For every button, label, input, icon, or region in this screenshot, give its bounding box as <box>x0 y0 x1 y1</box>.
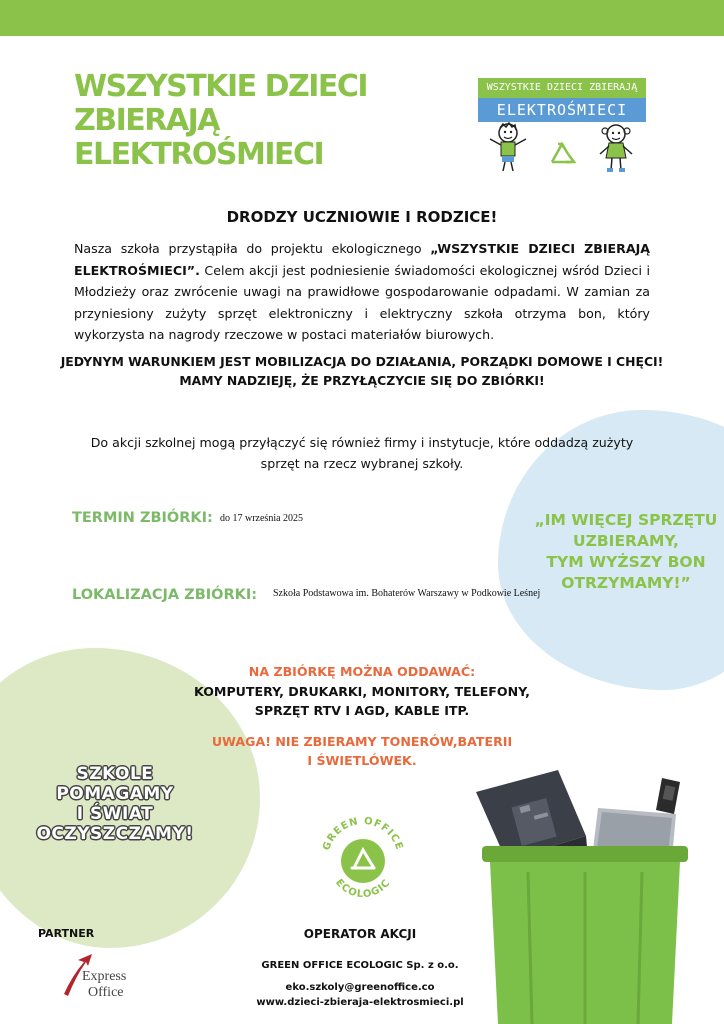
help-line-1: SZKOLE <box>76 764 154 784</box>
slogan <box>528 510 724 594</box>
recycle-icon <box>341 839 385 883</box>
kids-recycling-illustration <box>478 122 646 174</box>
green-office-ecologic-logo <box>316 812 410 906</box>
accepted-items-line-1: KOMPUTERY, DRUKARKI, MONITORY, TELEFONY, <box>194 684 530 699</box>
title-line-3: ELEKTROŚMIECI <box>74 137 324 172</box>
intro-part-1: Nasza szkoła przystąpiła do projektu ekologicznego <box>74 241 431 256</box>
greeting-heading: DRODZY UCZNIOWIE I RODZICE! <box>226 208 498 226</box>
intro-paragraph <box>74 238 650 346</box>
operator-email[interactable]: eko.szkoly@greenoffice.co <box>285 982 435 993</box>
accepted-items-title: NA ZBIÓRKĘ MOŻNA ODDAWAĆ: <box>248 664 476 679</box>
condition-line-2: MAMY NADZIEJĘ, ŻE PRZYŁĄCZYCIE SIĘ DO ZBIÓRKI! <box>179 373 545 388</box>
condition-text <box>0 352 724 390</box>
slogan-line-4: OTRZYMAMY!” <box>561 574 691 592</box>
express-office-logo <box>58 950 158 1002</box>
title-line-2: ZBIERAJĄ <box>74 103 219 138</box>
help-motto <box>20 764 210 844</box>
green-office-logo-bottom: ECOLOGIC <box>333 877 393 901</box>
slogan-line-3: TYM WYŻSZY BON <box>546 553 706 571</box>
help-line-4: OCZYSZCZAMY! <box>36 824 194 844</box>
green-office-logo-top: GREEN OFFICE <box>321 815 405 852</box>
green-bin-image <box>482 846 688 1024</box>
location-value: Szkoła Podstawowa im. Bohaterów Warszawy w Podkowie Leśnej <box>273 588 541 599</box>
campaign-logo <box>478 78 646 172</box>
warning-line-2: I ŚWIETLÓWEK. <box>307 753 417 768</box>
operator-company: GREEN OFFICE ECOLOGIC Sp. z o.o. <box>261 960 459 971</box>
top-bar <box>0 0 724 36</box>
title-line-1: WSZYSTKIE DZIECI <box>74 69 368 104</box>
recycling-bin-with-electronics <box>468 762 698 1024</box>
intro-part-2: Celem akcji jest podniesienie świadomości ekologicznej wśród Dzieci i Młodzieży oraz zwrócenie uwagi na prawidłowe gospodarowanie odpadami. W zamian za przyniesiony zużyty sprzęt elektroniczny i elektryczny szkoła otrzyma bon, który wykorzysta na nagrody rzeczowe w postaci materiałów biurowych. <box>74 262 650 342</box>
operator-contact <box>220 980 500 1010</box>
project-name: „WSZYSTKIE DZIECI ZBIERAJĄ ELEKTROŚMIECI”. <box>74 241 650 278</box>
warning-line-1: UWAGA! NIE ZBIERAMY TONERÓW,BATERII <box>211 734 513 749</box>
partner-label: PARTNER <box>38 927 95 940</box>
express-office-logo-word-2: Office <box>88 985 124 1000</box>
operator-label: OPERATOR AKCJI <box>303 927 417 941</box>
firms-paragraph: Do akcji szkolnej mogą przyłączyć się również firmy i instytucje, które oddadzą zużyty sprzęt na rzecz wybranej szkoły. <box>90 435 634 471</box>
logo-main-text: ELEKTROŚMIECI <box>478 98 646 122</box>
slogan-line-2: UZBIERAMY, <box>573 532 679 550</box>
condition-line-1: JEDYNYM WARUNKIEM JEST MOBILIZACJA DO DZIAŁANIA, PORZĄDKI DOMOWE I CHĘCI! <box>60 354 664 369</box>
help-line-3: I ŚWIAT <box>76 804 154 824</box>
express-office-logo-word-1: Express <box>82 969 127 984</box>
help-line-2: POMAGAMY <box>56 784 174 804</box>
slogan-line-1: „IM WIĘCEJ SPRZĘTU <box>534 511 718 529</box>
phone-image <box>656 778 680 814</box>
accepted-items-list <box>0 682 724 720</box>
accepted-items-line-2: SPRZĘT RTV I AGD, KABLE ITP. <box>254 703 470 718</box>
location-label: LOKALIZACJA ZBIÓRKI: <box>72 587 258 603</box>
term-label: TERMIN ZBIÓRKI: <box>72 510 213 526</box>
term-value: do 17 września 2025 <box>220 513 304 524</box>
page-title <box>74 70 404 172</box>
operator-website[interactable]: www.dzieci-zbieraja-elektrosmieci.pl <box>256 997 464 1008</box>
logo-top-text: WSZYSTKIE DZIECI ZBIERAJĄ <box>478 78 646 98</box>
